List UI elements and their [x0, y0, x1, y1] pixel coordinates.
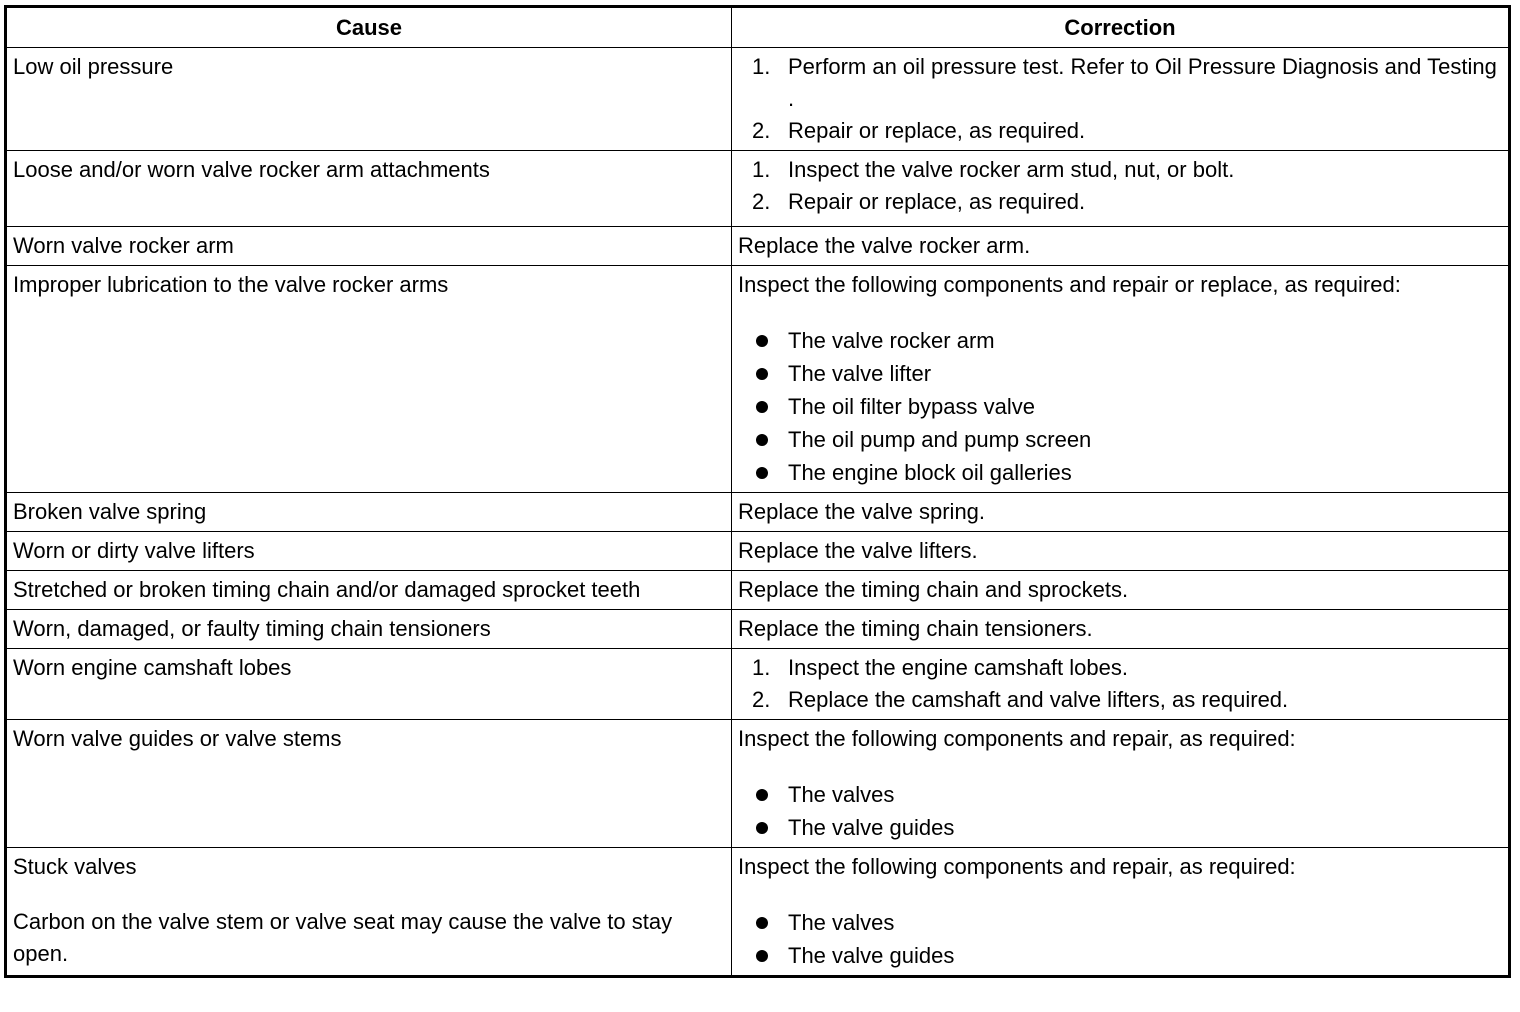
cause-text: Low oil pressure — [13, 54, 174, 79]
step-text: Repair or replace, as required. — [788, 118, 1086, 143]
table-row — [6, 720, 1510, 848]
table-row — [6, 649, 1510, 720]
bullet-item — [738, 906, 1503, 939]
bullet-icon — [756, 789, 768, 801]
cause-text: Stretched or broken timing chain and/or damaged sprocket teeth — [13, 577, 641, 602]
bullet-item — [738, 456, 1503, 489]
bullet-icon — [756, 822, 768, 834]
table-row — [6, 48, 1510, 151]
correction-cell — [732, 571, 1510, 610]
table-row — [6, 571, 1510, 610]
bullet-item — [738, 390, 1503, 423]
bullet-text: The oil filter bypass valve — [788, 394, 1035, 419]
correction-cell — [732, 48, 1510, 151]
bullet-icon — [756, 950, 768, 962]
bullet-list — [738, 324, 1503, 489]
cause-note: Carbon on the valve stem or valve seat may cause the valve to stay open. — [13, 909, 673, 966]
bullet-text: The valve guides — [788, 943, 955, 968]
step-text: Replace the camshaft and valve lifters, as required. — [788, 687, 1289, 712]
table-row — [6, 848, 1510, 977]
cause-cell — [6, 532, 732, 571]
correction-text: Replace the valve rocker arm. — [738, 233, 1031, 258]
correction-cell — [732, 151, 1510, 227]
step-text: Perform an oil pressure test. Refer to Oil Pressure Diagnosis and Testing . — [788, 54, 1497, 111]
cause-cell — [6, 649, 732, 720]
step-list — [738, 51, 1503, 147]
cause-text: Worn, damaged, or faulty timing chain tensioners — [13, 616, 491, 641]
cause-text: Broken valve spring — [13, 499, 207, 524]
bullet-icon — [756, 368, 768, 380]
correction-cell — [732, 848, 1510, 977]
bullet-text: The valve rocker arm — [788, 328, 995, 353]
correction-text: Replace the timing chain and sprockets. — [738, 577, 1129, 602]
bullet-text: The engine block oil galleries — [788, 460, 1072, 485]
cause-cell — [6, 610, 732, 649]
table-row — [6, 493, 1510, 532]
cause-text: Improper lubrication to the valve rocker arms — [13, 272, 449, 297]
bullet-list — [738, 906, 1503, 972]
bullet-item — [738, 423, 1503, 456]
correction-cell — [732, 493, 1510, 532]
cause-text: Stuck valves — [13, 854, 137, 879]
step-item: 1. Inspect the engine camshaft lobes. — [752, 655, 1128, 680]
step-list — [738, 154, 1503, 218]
diagnostic-table — [4, 5, 1511, 978]
correction-cell — [732, 720, 1510, 848]
bullet-item — [738, 778, 1503, 811]
correction-cell — [732, 532, 1510, 571]
cause-cell — [6, 571, 732, 610]
table-row — [6, 151, 1510, 227]
cause-cell — [6, 848, 732, 977]
bullet-text: The valve guides — [788, 815, 955, 840]
header-row — [6, 7, 1510, 48]
step-item: 2. Repair or replace, as required. — [752, 118, 1086, 143]
bullet-item — [738, 939, 1503, 972]
step-text: Inspect the engine camshaft lobes. — [788, 655, 1128, 680]
cause-cell — [6, 48, 732, 151]
bullet-text: The valves — [788, 782, 895, 807]
correction-text: Replace the valve spring. — [738, 499, 986, 524]
cause-cell — [6, 720, 732, 848]
correction-cell — [732, 649, 1510, 720]
bullet-item — [738, 811, 1503, 844]
cause-text: Worn valve guides or valve stems — [13, 726, 342, 751]
cause-text: Worn valve rocker arm — [13, 233, 234, 258]
correction-cell — [732, 266, 1510, 493]
step-item: 2. Replace the camshaft and valve lifters, as required. — [752, 687, 1289, 712]
step-item: 1. Inspect the valve rocker arm stud, nut, or bolt. — [752, 157, 1235, 182]
step-item: 2. Repair or replace, as required. — [752, 189, 1086, 214]
cause-text: Loose and/or worn valve rocker arm attachments — [13, 157, 490, 182]
correction-column-header: Correction — [732, 7, 1510, 48]
bullet-text: The oil pump and pump screen — [788, 427, 1092, 452]
step-text: Repair or replace, as required. — [788, 189, 1086, 214]
table-row — [6, 266, 1510, 493]
table-row — [6, 532, 1510, 571]
bullet-item — [738, 357, 1503, 390]
table-row — [6, 227, 1510, 266]
correction-cell — [732, 610, 1510, 649]
step-text: Inspect the valve rocker arm stud, nut, or bolt. — [788, 157, 1235, 182]
bullet-icon — [756, 335, 768, 347]
cause-cell — [6, 227, 732, 266]
step-item: 1. Perform an oil pressure test. Refer to Oil Pressure Diagnosis and Testing . — [752, 54, 1497, 111]
bullet-icon — [756, 434, 768, 446]
correction-text: Replace the valve lifters. — [738, 538, 978, 563]
cause-cell — [6, 151, 732, 227]
correction-text: Replace the timing chain tensioners. — [738, 616, 1093, 641]
cause-column-header: Cause — [6, 7, 732, 48]
cause-text: Worn engine camshaft lobes — [13, 655, 292, 680]
correction-text: Inspect the following components and repair, as required: — [738, 854, 1296, 879]
bullet-icon — [756, 917, 768, 929]
cause-text: Worn or dirty valve lifters — [13, 538, 255, 563]
correction-text: Inspect the following components and repair, as required: — [738, 726, 1296, 751]
cause-cell — [6, 266, 732, 493]
step-list — [738, 652, 1503, 716]
table-row — [6, 610, 1510, 649]
bullet-list — [738, 778, 1503, 844]
bullet-text: The valves — [788, 910, 895, 935]
cause-cell — [6, 493, 732, 532]
correction-text: Inspect the following components and repair or replace, as required: — [738, 272, 1401, 297]
bullet-icon — [756, 467, 768, 479]
bullet-text: The valve lifter — [788, 361, 932, 386]
bullet-item — [738, 324, 1503, 357]
bullet-icon — [756, 401, 768, 413]
correction-cell — [732, 227, 1510, 266]
